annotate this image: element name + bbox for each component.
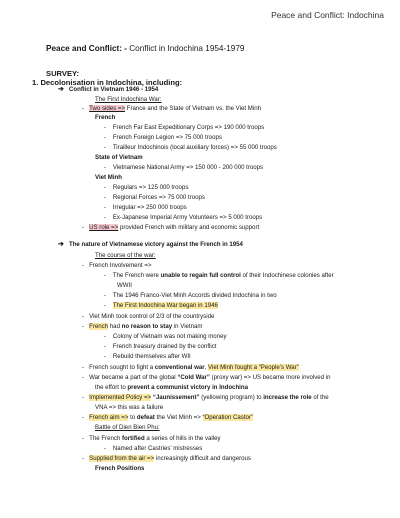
page-title: [46, 44, 244, 53]
french-involvement-line: - French Involvement =>: [82, 262, 152, 269]
french-reason-line: - French had no reason to stay in Vietnam: [82, 323, 203, 330]
list-item: - The French were unable to regain full control of their Indochinese colonies after: [104, 272, 334, 279]
list-item: - Colony of Vietnam was not making money: [104, 333, 227, 340]
list-item: - Irregular => 250 000 troops: [104, 204, 187, 211]
bullet-2: ➔ The nature of Vietnamese victory against the French in 1954: [58, 241, 243, 248]
implemented-policy-cont: VNA => this was a failure: [95, 404, 164, 411]
arrow-icon: ➔: [58, 86, 64, 93]
bullet-1: ➔ Conflict in Vietnam 1946 - 1954: [58, 86, 159, 93]
section-heading: 1. Decolonisation in Indochina, including:: [32, 78, 183, 87]
list-item: - French Far East Expeditionary Corps => 190 000 troops: [104, 124, 265, 131]
list-item: - French treasury drained by the conflict: [104, 343, 217, 350]
list-item: - Regulars => 125 000 troops: [104, 184, 189, 191]
list-item-cont: WWII: [117, 282, 132, 289]
fortified-line: - The French fortified a series of hills in the valley: [82, 435, 221, 442]
list-item: - Tirailleur Indochinois (local auxiliary forces) => 55 000 troops: [104, 144, 277, 151]
french-aim-line: - French aim => to defeat the Viet Minh => “Operation Castor”: [82, 414, 253, 421]
list-item: - French Foreign Legion => 75 000 troops: [104, 134, 222, 141]
two-sides-line: - Two sides => France and the State of Vietnam vs. the Viet Minh: [82, 105, 261, 112]
cold-war-cont: the effort to prevent a communist victory in Indochina: [95, 384, 248, 391]
cold-war-line: - War became a part of the global “Cold War” (proxy war) => US became more involved in: [82, 374, 331, 381]
first-war-subheading: The First Indochina War:: [95, 96, 162, 103]
conventional-war-line: - French sought to fight a conventional war, Viet Minh fought a “People’s War”: [82, 364, 299, 371]
arrow-icon: ➔: [58, 241, 64, 248]
battle-subheading: Battle of Dien Bien Phu:: [95, 424, 160, 431]
course-subheading: The course of the war:: [95, 252, 156, 259]
list-item: - The 1946 Franco-Viet Minh Accords divided Indochina in two: [104, 292, 277, 299]
list-item: - The First Indochina War began in 1946: [104, 302, 218, 309]
french-label: French: [95, 114, 116, 121]
list-item: - Named after Castries’ mistresses: [104, 445, 203, 452]
list-item: - Ex-Japanese Imperial Army Volunteers => 5 000 troops: [104, 214, 263, 221]
title-bold: Peace and Conflict: -: [46, 44, 127, 53]
survey-heading: SURVEY:: [46, 69, 80, 78]
french-positions-label: French Positions: [95, 465, 145, 472]
list-item: - Regional Forces => 75 000 troops: [104, 194, 205, 201]
list-item: - Rebuild themselves after WII: [104, 353, 191, 360]
list-item: - Vietnamese National Army => 150 000 - 200 000 troops: [104, 164, 264, 171]
viet-minh-label: Viet Minh: [95, 174, 122, 181]
implemented-policy-line: - Implemented Policy => “Jaunissement” (yellowing program) to increase the role of the: [82, 394, 329, 401]
supplied-line: - Supplied from the air => increasingly difficult and dangerous: [82, 455, 251, 462]
state-of-vietnam-label: State of Vietnam: [95, 154, 143, 161]
title-rest: Conflict in Indochina 1954-1979: [126, 44, 245, 53]
vm-control-line: - Viet Minh took control of 2/3 of the countryside: [82, 313, 215, 320]
page-header: Peace and Conflict: Indochina: [271, 10, 384, 20]
us-role-line: - US role => provided French with military and economic support: [82, 224, 260, 231]
